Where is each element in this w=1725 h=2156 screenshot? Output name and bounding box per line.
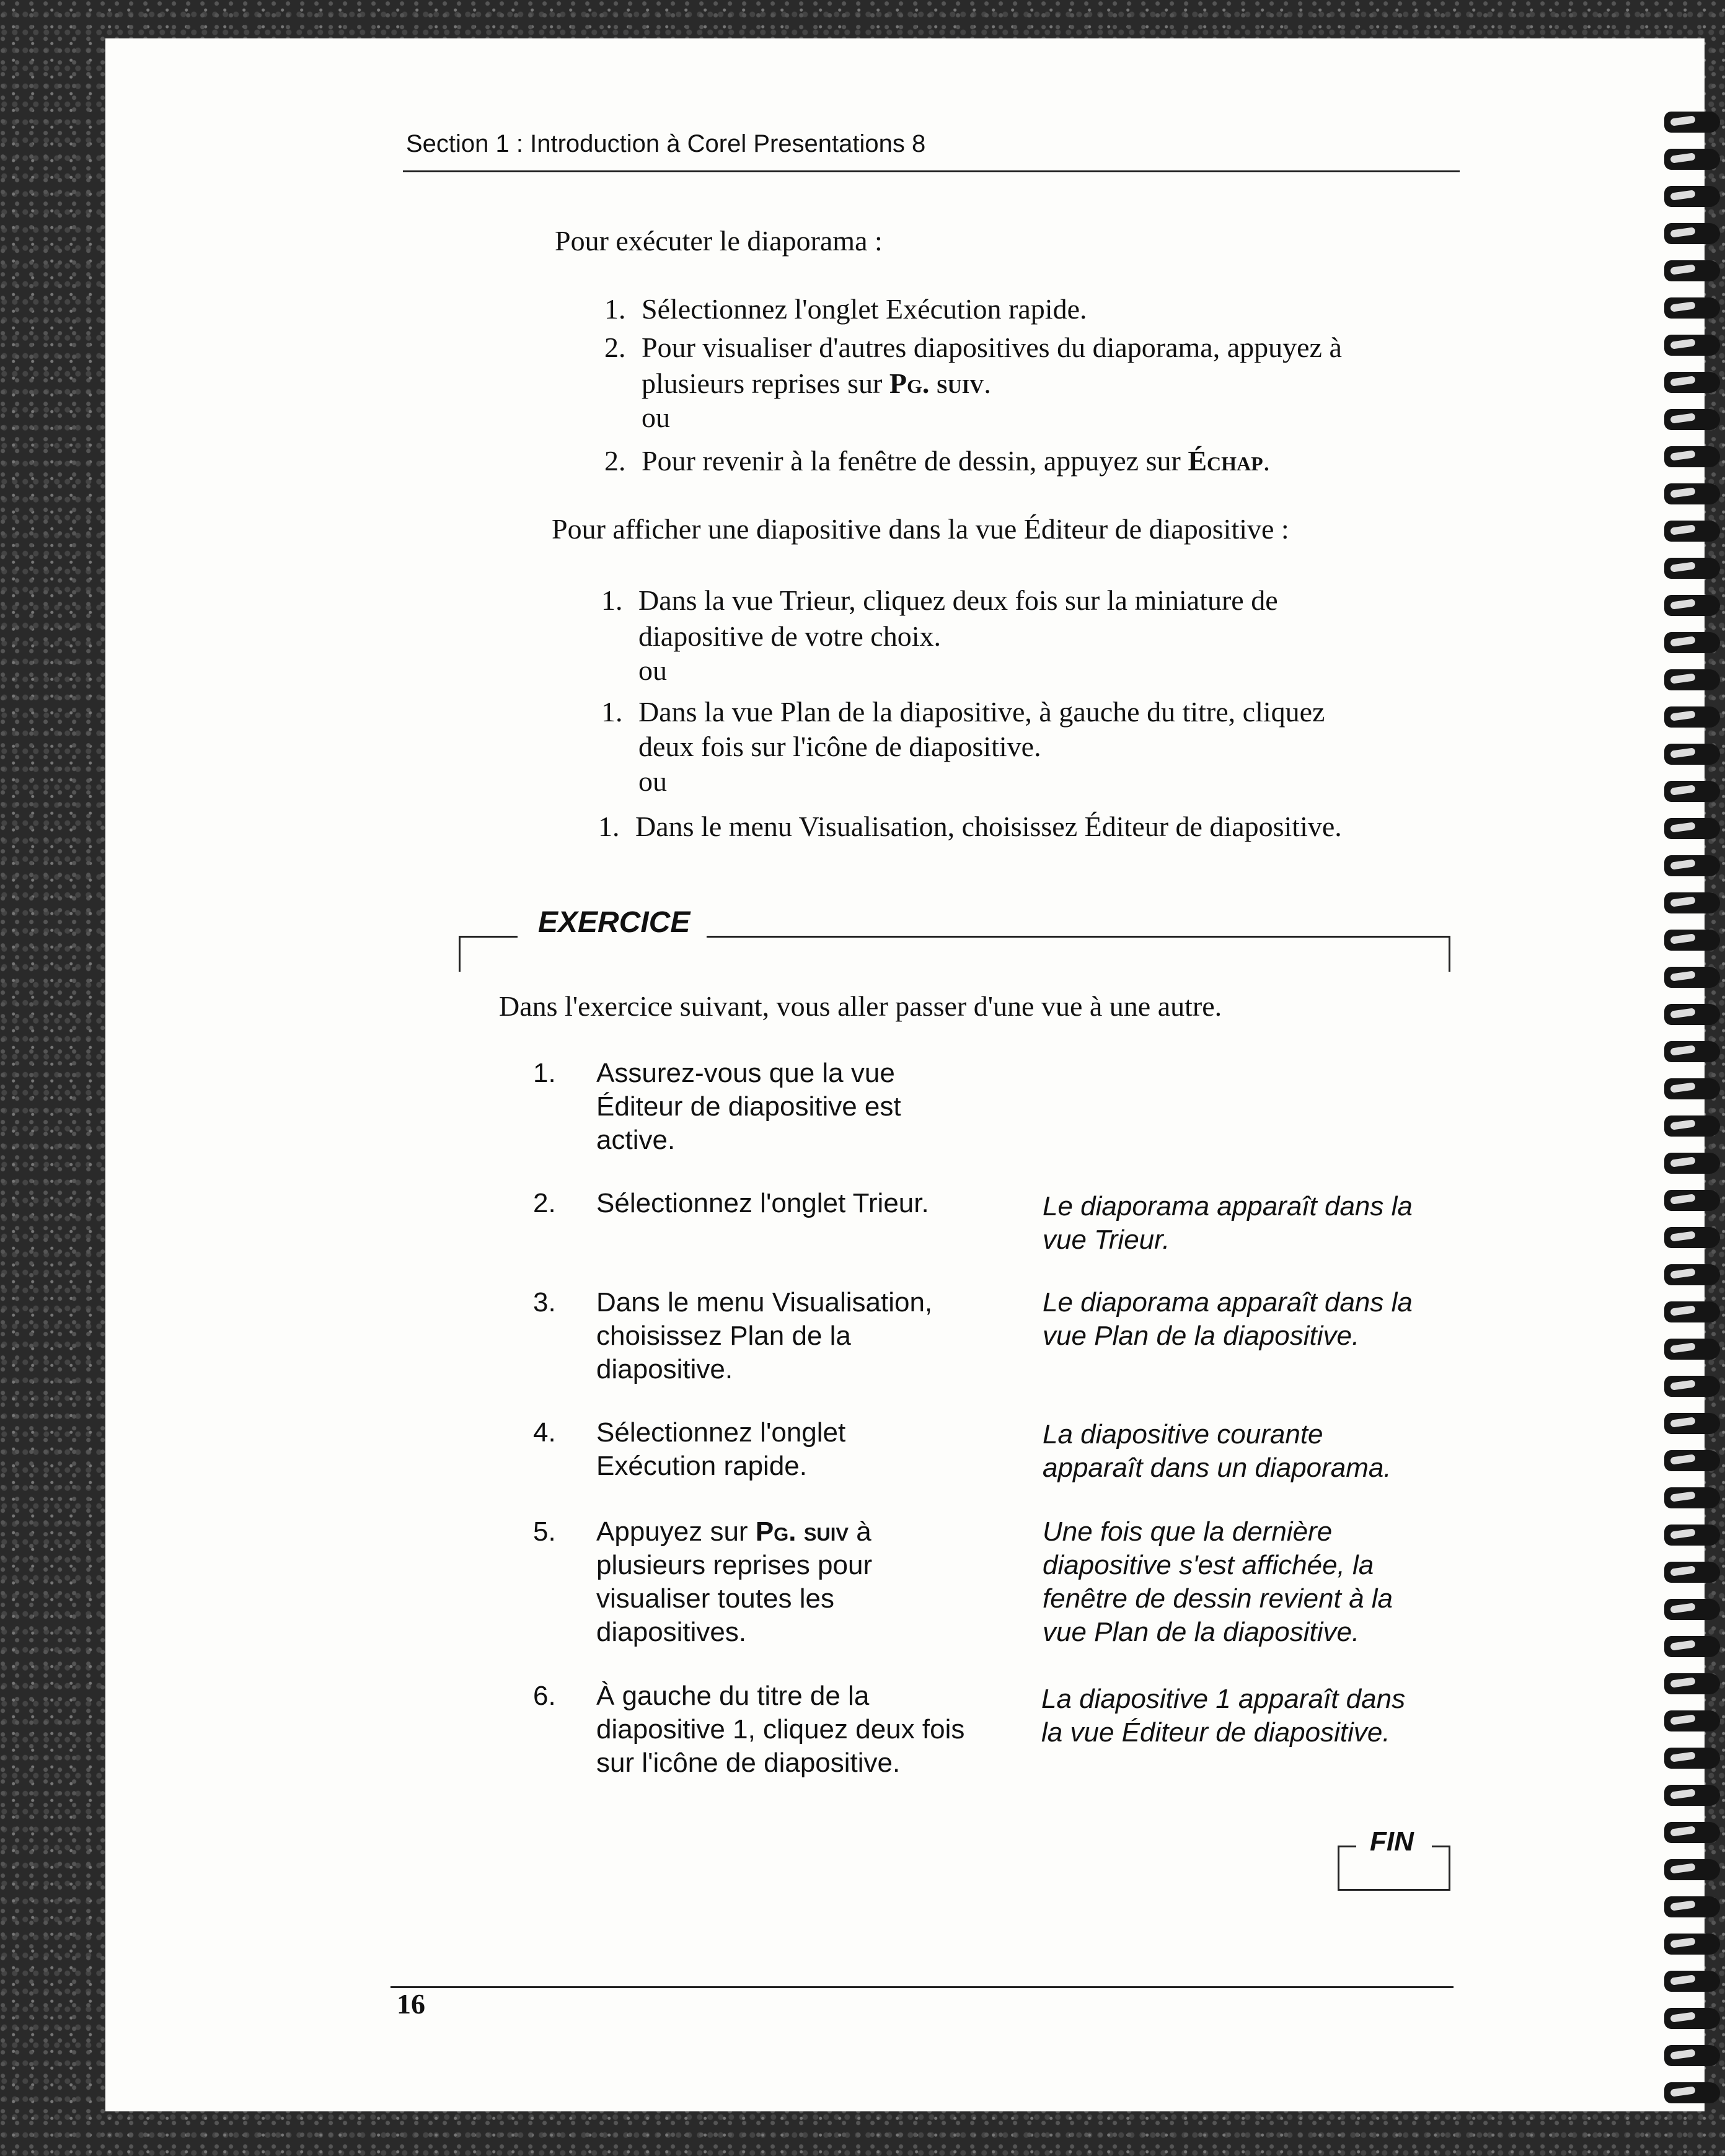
step-text-part: Pour revenir à la fenêtre de dessin, appuyez sur <box>642 445 1188 477</box>
spiral-coil <box>1664 1636 1720 1657</box>
exercise-step-number: 6. <box>533 1681 556 1711</box>
spiral-coil <box>1664 1971 1720 1992</box>
spiral-coil <box>1664 112 1720 133</box>
fin-frame-bottom <box>1338 1889 1450 1891</box>
action-line: Dans le menu Visualisation, <box>596 1287 933 1318</box>
spiral-coil <box>1664 1934 1720 1955</box>
block1-intro: Pour exécuter le diaporama : <box>555 225 883 257</box>
spiral-coil <box>1664 706 1720 728</box>
spiral-coil <box>1664 558 1720 579</box>
exercise-step-result <box>1043 1286 1413 1353</box>
exercise-step-action <box>596 1679 964 1780</box>
spiral-coil <box>1664 1301 1720 1322</box>
spiral-coil <box>1664 1450 1720 1471</box>
spiral-coil <box>1664 260 1720 281</box>
result-line: La diapositive 1 apparaît dans <box>1041 1684 1406 1714</box>
spiral-coil <box>1664 223 1720 244</box>
spiral-coil <box>1664 1041 1720 1062</box>
action-line: Exécution rapide. <box>596 1451 807 1481</box>
result-line: La diapositive courante <box>1043 1419 1323 1450</box>
step-number: 1. <box>601 696 623 728</box>
action-line: À gauche du titre de la <box>596 1681 870 1711</box>
exercise-step-number: 2. <box>533 1188 556 1218</box>
spiral-coil <box>1664 669 1720 690</box>
page-number: 16 <box>397 1988 425 2020</box>
fin-label: FIN <box>1370 1826 1414 1857</box>
action-line: sur l'icône de diapositive. <box>596 1748 901 1778</box>
spiral-coil <box>1664 1487 1720 1508</box>
spiral-coil <box>1664 595 1720 616</box>
spiral-coil <box>1664 1115 1720 1137</box>
spiral-coil <box>1664 744 1720 765</box>
exercise-step-result <box>1043 1190 1413 1257</box>
spiral-coil <box>1664 1413 1720 1434</box>
exercise-step-number: 1. <box>533 1058 556 1088</box>
spiral-coil <box>1664 1562 1720 1583</box>
header-rule <box>403 170 1460 172</box>
result-line: Le diaporama apparaît dans la <box>1043 1287 1413 1318</box>
action-line <box>596 1515 872 1549</box>
spiral-coil <box>1664 186 1720 207</box>
action-line: diapositives. <box>596 1617 747 1647</box>
result-line: diapositive s'est affichée, la <box>1043 1550 1374 1580</box>
exercise-step-action <box>596 1416 845 1483</box>
result-line: Une fois que la dernière <box>1043 1516 1333 1547</box>
spiral-coil <box>1664 521 1720 542</box>
step-text-part: . <box>1263 445 1271 477</box>
block2-intro: Pour afficher une diapositive dans la vue Éditeur de diapositive : <box>552 513 1289 545</box>
spiral-coil <box>1664 1822 1720 1843</box>
action-line: Éditeur de diapositive est <box>596 1091 901 1122</box>
spiral-coil <box>1664 818 1720 839</box>
step-text: Pour visualiser d'autres diapositives du diaporama, appuyez à <box>642 332 1342 363</box>
spiral-coil <box>1664 409 1720 430</box>
exercise-frame-top-right <box>707 936 1450 938</box>
action-line: Sélectionnez l'onglet <box>596 1417 846 1448</box>
step-text: diapositive de votre choix. <box>638 620 941 652</box>
spiral-coil <box>1664 483 1720 504</box>
step-number: 1. <box>598 811 620 842</box>
step-text: deux fois sur l'icône de diapositive. <box>638 731 1041 762</box>
exercise-frame-right <box>1449 936 1450 972</box>
exercise-frame-left <box>459 936 461 972</box>
step-number: 1. <box>604 293 626 325</box>
spiral-coil <box>1664 1227 1720 1248</box>
fin-frame-top-left <box>1338 1846 1356 1847</box>
spiral-coil <box>1664 1748 1720 1769</box>
spiral-coil <box>1664 1153 1720 1174</box>
spiral-coil <box>1664 1004 1720 1025</box>
spiral-coil <box>1664 1710 1720 1731</box>
step-text <box>642 366 991 402</box>
result-line: vue Trieur. <box>1043 1225 1170 1255</box>
spiral-coil <box>1664 632 1720 653</box>
exercise-step-number: 3. <box>533 1287 556 1318</box>
step-text: Dans le menu Visualisation, choisissez Éditeur de diapositive. <box>635 811 1342 842</box>
spiral-coil <box>1664 1078 1720 1099</box>
exercise-step-action <box>596 1515 872 1649</box>
action-line: visualiser toutes les <box>596 1583 834 1614</box>
spiral-coil <box>1664 1525 1720 1546</box>
action-text-part: Appuyez sur <box>596 1516 756 1547</box>
result-line: Le diaporama apparaît dans la <box>1043 1191 1413 1221</box>
fin-frame-top-right <box>1432 1846 1450 1847</box>
spiral-coil <box>1664 967 1720 988</box>
exercise-frame-top-left <box>459 936 518 938</box>
step-text-part: . <box>984 367 991 399</box>
or-text: ou <box>642 402 670 433</box>
spiral-coil <box>1664 2082 1720 2103</box>
spiral-coil <box>1664 2045 1720 2066</box>
action-line: plusieurs reprises pour <box>596 1550 873 1580</box>
result-line: la vue Éditeur de diapositive. <box>1041 1717 1390 1748</box>
exercise-step-number: 4. <box>533 1417 556 1448</box>
spiral-coil <box>1664 1190 1720 1211</box>
fin-frame-right <box>1449 1846 1450 1890</box>
step-number: 2. <box>604 445 626 477</box>
action-line: diapositive. <box>596 1354 733 1384</box>
section-header: Section 1 : Introduction à Corel Presentations 8 <box>406 130 926 157</box>
exercise-step-result <box>1043 1418 1392 1485</box>
spiral-coil <box>1664 1896 1720 1917</box>
exercise-heading: EXERCICE <box>538 906 690 939</box>
result-line: fenêtre de dessin revient à la <box>1043 1583 1393 1614</box>
spiral-coil <box>1664 1599 1720 1620</box>
exercise-step-number: 5. <box>533 1516 556 1547</box>
spiral-binding <box>1664 0 1725 2156</box>
step-number: 2. <box>604 332 626 363</box>
action-line: active. <box>596 1125 676 1155</box>
exercise-step-result <box>1043 1515 1393 1649</box>
spiral-coil <box>1664 1339 1720 1360</box>
action-text-part: à <box>849 1516 871 1547</box>
step-text: Sélectionnez l'onglet Exécution rapide. <box>642 293 1087 325</box>
result-line: vue Plan de la diapositive. <box>1043 1617 1360 1647</box>
footer-rule <box>390 1986 1454 1988</box>
or-text: ou <box>638 765 667 797</box>
exercise-step-result <box>1041 1683 1405 1749</box>
spiral-coil <box>1664 149 1720 170</box>
spiral-coil <box>1664 930 1720 951</box>
spiral-coil <box>1664 1859 1720 1880</box>
spiral-coil <box>1664 2008 1720 2029</box>
spiral-coil <box>1664 1376 1720 1397</box>
step-text-part: plusieurs reprises sur <box>642 367 889 399</box>
spiral-coil <box>1664 372 1720 393</box>
step-number: 1. <box>601 584 623 616</box>
key-name: Pg. suiv <box>889 367 984 399</box>
action-line: Assurez-vous que la vue <box>596 1058 895 1088</box>
spiral-coil <box>1664 892 1720 913</box>
key-name: Pg. suiv <box>755 1516 849 1547</box>
exercise-step-action <box>596 1057 901 1157</box>
fin-frame-left <box>1338 1846 1339 1890</box>
step-text: Dans la vue Trieur, cliquez deux fois sur la miniature de <box>638 584 1278 616</box>
result-line: apparaît dans un diaporama. <box>1043 1453 1392 1483</box>
key-name: Échap <box>1188 445 1263 477</box>
spiral-coil <box>1664 1673 1720 1694</box>
exercise-step-action <box>596 1286 932 1386</box>
action-line: diapositive 1, cliquez deux fois <box>596 1714 965 1745</box>
spiral-coil <box>1664 855 1720 876</box>
or-text: ou <box>638 654 667 686</box>
spiral-coil <box>1664 781 1720 802</box>
action-line: choisissez Plan de la <box>596 1321 851 1351</box>
exercise-step-action: Sélectionnez l'onglet Trieur. <box>596 1188 929 1218</box>
exercise-intro: Dans l'exercice suivant, vous aller passer d'une vue à une autre. <box>499 990 1222 1022</box>
step-text: Dans la vue Plan de la diapositive, à gauche du titre, cliquez <box>638 696 1325 728</box>
spiral-coil <box>1664 335 1720 356</box>
spiral-coil <box>1664 1264 1720 1285</box>
spiral-coil <box>1664 1785 1720 1806</box>
result-line: vue Plan de la diapositive. <box>1043 1321 1360 1351</box>
step-text <box>642 443 1270 479</box>
spiral-coil <box>1664 446 1720 467</box>
spiral-coil <box>1664 297 1720 319</box>
